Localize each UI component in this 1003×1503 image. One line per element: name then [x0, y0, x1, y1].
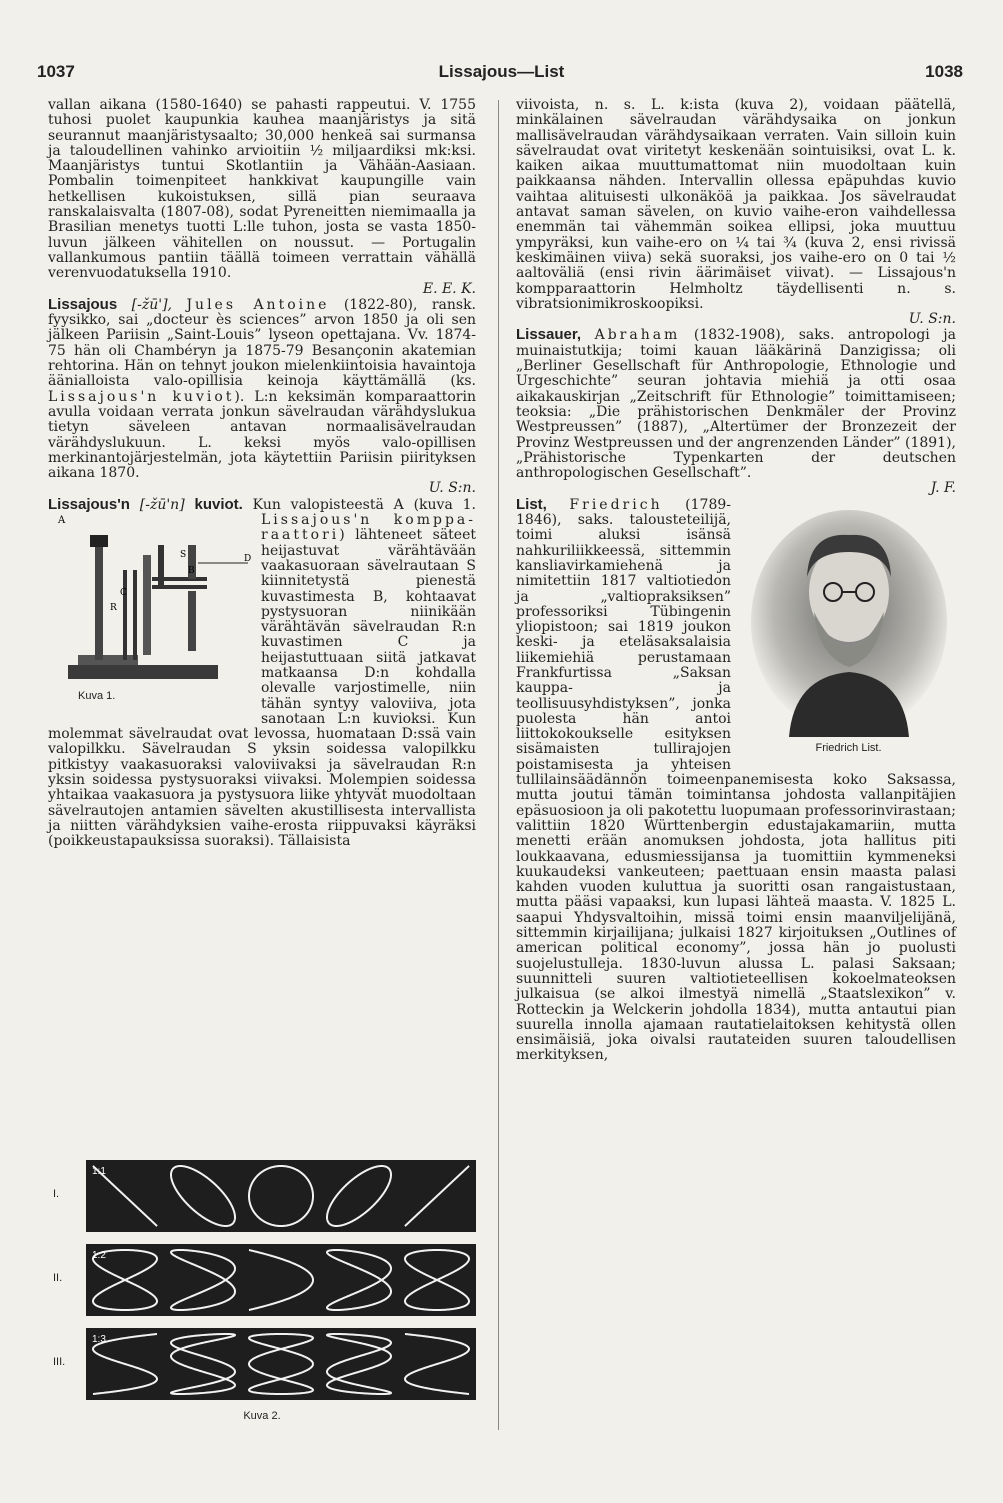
lissajous-curve-cell [398, 1244, 476, 1316]
signature: E. E. K. [422, 280, 476, 297]
pronunciation: [-žū'], [131, 296, 172, 313]
entry-text: ) lähteneet säteet heijastuvat värähtävään vaakasuoraan sävelrautaan S kiinnitetystä pienestä kuvastimesta B, kohtaavat pystysuoran niinikään värähtävän sävelraudan R:n kuvastimen C ja heijastuttuaan siitä jatkavat matkaansa D:n kohdalla olevalle varjostimelle, niin tähän syntyy valoviiva, jota sanotaan L:n kuvioksi. Kun molemmat sävelraudat ovat levossa, huomataan D:ssä vain valopilkku. Sävelraudan S yksin soidessa valopilkku pitkistyy vaakasuoraksi valoviivaksi ja sävelraudan R:n yksin soidessa pystysuoraksi viivaksi. Molempien soidessa yhtaikaa vaakasuora ja pystysuora liike yhtyvät muodoltaan sävelrautojen antamien sävelten akustillisesta intervallista ja niitten värähdyksien vaihe-erosta riippuvaksi käyräksi (poikkeustapauksissa suoraksi). Tällaisista [48, 527, 476, 850]
cross-reference: Lissajous'n komppa-raattori [261, 512, 476, 544]
article-paragraph [48, 98, 476, 297]
entry-text: (1789-1846), saks. talousteteilijä, toimi aluksi isänsä nahkuriliikkeessä, sittemmin kansliavirkamiehenä ja nimitettiin 1817 valtiotiedon ja „valtiopraksiksen” professoriksi Tübingenin yliopistoon; sai 1819 joukon keski- ja eteläsaksalaisia liikemiehiä perustamaan Frankfurtissa „Saksan kauppa- ja teollisuusyhdistyksen”, jonka puolesta hän antoi liittokokoukselle esityksen sisämaisten tullirajojen poistamisesta ja yhteisen tullilainsäädännön toimeenpanemisesta koko Saksassa, mutta joutui tämän toimintansa johdosta vallanpitäjien epäsuosioon ja oli pakotettu luopumaan professorinvirastaan; valittiin 1820 Württenbergin edustajakamariin, mutta menetti erään anomuksen johdosta, jota hallitus piti loukkaavana, edusmiessijansa ja tuomittiin kymmeneksi kuukaudeksi vankeuteen; paettuaan ensin maasta palasi kahden vuoden kuluttua ja suoritti osan rangaistustaan, mutta pääsi vapaaksi, kun lupasi lähteä maasta. V. 1825 L. saapui Yhdysvaltoihin, missä toimi ensin maanviljelijänä, sittemmin kirjailijana; julkaisi 1827 kirjoituksen „Outlines of american political economy”, jossa hän jo puolusti suojelustulleja. 1830-luvun alussa L. palasi Saksaan; suunnitteli suuren valtiotieteellisen kokoelmateoksen julkaisua (se alkoi ilmestyä nimellä „Staatslexikon” v. Rotteckin ja Welckerin johdolla 1834), mutta antautui pian suurella innolla ajamaan rautatielaitoksen kehitystä ollen ensimäisiä, joka oivalsi rautateiden suuren taloudellisen merkityksen, [516, 496, 956, 1064]
column-divider [498, 100, 499, 1430]
label-D: D [244, 554, 252, 565]
label-B: B [188, 566, 195, 577]
running-title: Lissajous—List [438, 62, 565, 81]
entry-lissauer [516, 327, 956, 496]
curve-row-3 [48, 1328, 476, 1400]
entry-text: Kun valopisteestä A (kuva 1. [252, 496, 476, 513]
signature: U. S:n. [908, 311, 956, 328]
lissajous-curve-cell [320, 1328, 398, 1400]
lissajous-curve-cell [86, 1244, 164, 1316]
row-label: III. [53, 1356, 66, 1368]
paragraph-text: viivoista, n. s. L. k:ista (kuva 2), voidaan päätellä, minkälainen sävelraudan värähdysaika on jonkun mallisävelraudan värähdysaikaan verraten. Vain silloin kuin sävelraudat ovat viritetyt keskenään sointuisiksi, ovat L. k. kaiken aikaa muuttumattomat niin muodoltaan kuin paikkaansa nähden. Intervallin ollessa epäpuhdas kuvio vaihtaa alituisesti ulkonäköä ja paikkaa. Jos sävelraudat antavat saman sävelen, on kuvio vaihe-eron vaihdellessa enemmän tai vähemmän soikea ellipsi, joka muuttuu ympyräksi, kun vaihe-ero on ¼ tai ¾ (kuva 2, ensi rivissä keskimäinen viiva) sekä suoraksi, jos vaihe-ero on 0 tai ½ aaltoväliä (ensi rivin äärimäiset viivat). — Lissajous'n kompparaattorin Helmholtz täydellisenti n. s. vibratsionimikroskoopiksi. [516, 97, 956, 312]
label-A: A [58, 515, 66, 527]
row-label: II. [53, 1272, 63, 1284]
lissajous-curve-cell [86, 1160, 164, 1232]
ratio-label: 1:2 [92, 1250, 106, 1261]
entry-lissajous-figures [48, 497, 476, 850]
page-number-right: 1038 [925, 62, 963, 81]
paragraph-text: vallan aikana (1580-1640) se pahasti rappeutui. V. 1755 tuhosi puolet kaupunkia kauhea maanjäristys ja sitä seurannut maanjäristysaalto; 30,000 henkeä sai surmansa ja taloudellinen vahinko arvioitiin ½ miljaardiksi mk:ksi. Maanjäristys tuntui Skotlantiin ja Vähään-Aasiaan. Pombalin toimenpiteet hankkivat kaupungille vain hetkellisen kukoistuksen, sillä pian seuraava ranskalaisvalta (1807-08), sodat Pyreneitten niemimaalla ja Brasilian menetys tuotti L:lle tuhon, josta se vasta 1850-luvun jälkeen vähitellen on noussut. — Portugalin vallankumous pantiin täällä toimeen verrattain vähällä verenvuodatuksella 1910. [48, 97, 476, 282]
lissajous-curve-cell [398, 1328, 476, 1400]
lissajous-curve-cell [242, 1328, 320, 1400]
entry-name: Friedrich [569, 496, 663, 513]
lissajous-curve-cell [164, 1244, 242, 1316]
left-column [48, 98, 476, 850]
entry-list [516, 497, 956, 1064]
lissajous-curve-cell [320, 1244, 398, 1316]
entry-text: (1832-1908), saks. antropologi ja muinaistutkija; toimi kauan lääkärinä Danzigissa; oli „Berliner Gesellschaft für Anthropologie, Ethnologie und Urgeschichte” seuran johtavia miehiä ja otti osaa aikakauskirjan „Zeitschrift für Ethnologie” toimittamiseen; teoksia: „Die prähistorischen Denkmäler der Provinz Westpreussen” (1887), „Altertümer der Bronzezeit der Provinz Westpreussen und der angrenzenden Länder” (1891), „Prähistorische Typenkarten der deutschen anthropologischen Gesellschaft”. [516, 327, 956, 482]
headword: Lissajous'n [48, 495, 130, 513]
signature: J. F. [930, 480, 956, 497]
portrait-image [749, 507, 949, 737]
right-column [516, 98, 956, 1064]
figure-2-caption: Kuva 2. [243, 1410, 281, 1422]
curve-row-1 [48, 1160, 476, 1232]
curve-row-2 [48, 1244, 476, 1316]
ratio-label: 1:3 [92, 1334, 106, 1345]
entry-lissajous [48, 297, 476, 497]
pronunciation: [-žū'n] [139, 496, 185, 513]
headword: List, [516, 495, 547, 513]
page-number-left: 1037 [37, 62, 75, 81]
article-paragraph [516, 98, 956, 327]
lissajous-curve-cell [242, 1244, 320, 1316]
lissajous-curve-cell [164, 1160, 242, 1232]
entry-name: Jules Antoine [186, 296, 330, 313]
signature: U. S:n. [428, 480, 476, 497]
cross-reference: Lissajous'n kuviot [48, 388, 235, 405]
lissajous-curve-cell [164, 1328, 242, 1400]
entry-name: Abraham [594, 327, 681, 344]
portrait-figure [741, 507, 956, 767]
lissajous-curve-cell [242, 1160, 320, 1232]
row-label: I. [53, 1188, 60, 1200]
figure-1-caption: Kuva 1. [78, 690, 116, 703]
label-R: R [110, 603, 117, 614]
headword: Lissajous [48, 295, 118, 313]
lissajous-curve-cell [398, 1160, 476, 1232]
entry-text: ). L:n keksimän komparaattorin avulla voidaan verrata jonkun sävelraudan värähdyslukua tietyn säveleen antavan normaalisävelraudan värähdyslukuun. L. keksi myös valo-opillisen merkinantojärjestelmän, jota käytettiin Pariisin piirityksen aikana 1870. [48, 388, 476, 482]
headword: Lissauer, [516, 326, 582, 344]
headword: kuviot. [194, 495, 243, 513]
lissajous-curve-cell [86, 1328, 164, 1400]
label-C: C [120, 588, 127, 599]
entry-text: (1822-80), ransk. fyysikko, sai „docteur ès sciences” arvon 1850 ja oli sen jälkeen Pariisin „Saint-Louis” lyseon opettajana. Vv. 1874-75 hän oli Chambéryn ja 1875-79 Besançonin akatemian rehtorina. Hän on tehnyt joukon mielenkiintoisia havaintoja äänialloista valo-opillisia keinoja käyttämällä (ks. [48, 296, 476, 390]
figure-1-comparator [48, 515, 253, 715]
portrait-caption: Friedrich List. [815, 741, 882, 754]
ratio-label: 1:1 [92, 1166, 106, 1177]
comparator-illustration [48, 515, 253, 700]
figure-2-lissajous-curves [48, 1160, 476, 1425]
label-S: S [180, 550, 187, 561]
lissajous-curve-cell [320, 1160, 398, 1232]
